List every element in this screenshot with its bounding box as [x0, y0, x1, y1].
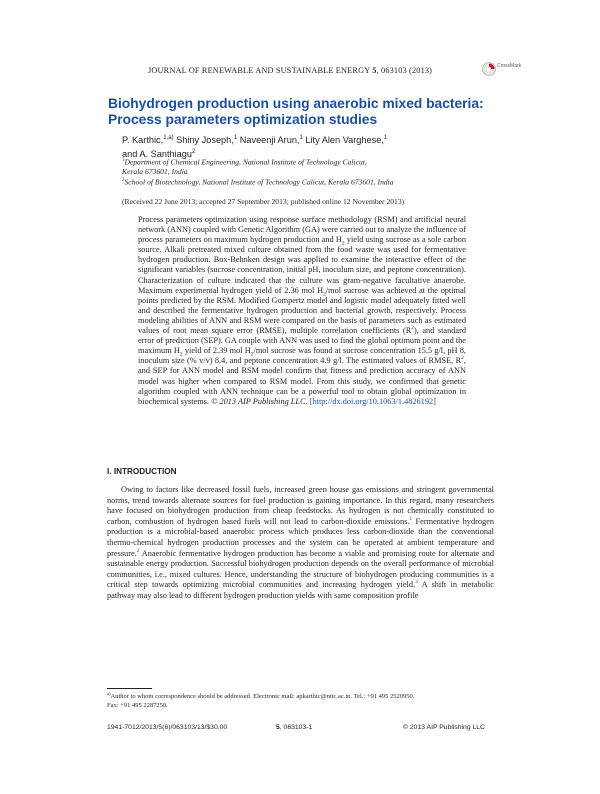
author-mark: 2	[192, 149, 196, 156]
author-mark: 1,a)	[163, 135, 174, 141]
paragraph: Owing to factors like decreased fossil fuels, increased green house gas emissions and stringent governmental norms, trend towards alternate sources for fuel production is gaining importance. In this regard, many researchers have focused on biohydrogen production from cheap feedstocks. As hydrogen is not chemically constituted to carbon, combustion of hydrogen based fuels will not lead to carbon-dioxide emissions.$^1$ Fermentative hydrogen production is a microbial-based anaerobic process which produces less carbon-dioxide than the conventional thermo-chemical hydrogen production processes and the system can be operated at ambient temperature and pressure.$^2$ Anaerobic fermentative hydrogen production has become a viable and promising route for alternate and sustainable energy production. Successful biohydrogen production depends on the overall performance of microbial communities, i.e., mixed cultures. Hence, understanding the structure of biohydrogen producing communities is a critical step towards optimizing microbial communities and increasing hydrogen yield.$^3$ A shift in metabolic pathway may also lead to different hydrogen production yields with same composition profile	[107, 485, 494, 600]
affiliation-2: $^2$School of Biotechnology, National Institute of Technology Calicut, Kerala 673601, India	[122, 177, 394, 187]
introduction-body	[107, 485, 494, 602]
abstract: Process parameters optimization using response surface methodology (RSM) and artificial neural network (ANN) coupled with Genetic Algorithm (GA) were carried out to analyze the influence of process parameters on maximum hydrogen production and $H_2$ yield using sucrose as a sole carbon source. Alkali pretreated mixed culture obtained from the food waste was used for fermentative hydrogen production. Box-Behnken design was applied to examine the interactive effect of the significant variables (sucrose concentration, initial pH, inoculum size, and peptone concentration). Characterization of culture indicated that the culture was gram-negative facultative anaerobe. Maximum experimental hydrogen yield of 2.36 mol $H_2$/mol sucrose was achieved at the optimal points predicted by the RSM. Modified Gompertz model and logistic model adequately fitted well and described the fermentative hydrogen production and bacterial growth, respectively. Process modeling abilities of ANN and RSM were compared on the basis of parameters such as estimated values of root mean square error (RMSE), multiple correlation coefficients $(R^2)$, and standard error of prediction (SEP). GA couple with ANN was used to find the global optimum point and the maximum $H_2$ yield of 2.39 mol $H_2$/mol sucrose was found at sucrose concentration 15.5 g/l, pH 8, inoculum size (% v/v) 8.4, and peptone concentration 4.9 g/l. The estimated values of RMSE, $R^2$, and SEP for ANN model and RSM model confirm that fitness and prediction accuracy of ANN model was higher when compared to RSM model. From this study, we confirmed that genetic algorithm coupled with ANN technique can be a powerful tool to obtain global optimization in biochemical systems. © 2013 AIP Publishing LLC. [http://dx.doi.org/10.1063/1.4826192]	[138, 215, 466, 406]
affiliation-1-cont: Kerala 673601, India	[122, 166, 188, 176]
citation-link[interactable]: 3	[415, 579, 418, 586]
section-heading-introduction: I. INTRODUCTION	[107, 467, 177, 476]
journal-header	[148, 66, 432, 75]
logo-label: CrossMark	[497, 63, 522, 69]
footnote: $^{a)}$Author to whom correspondence should be addressed. Electronic mail: apkarthic@nitc.ac.in. Tel.: +91 495 2520950. Fax: +91 495 2287250.	[107, 691, 415, 709]
received-dates: (Received 22 June 2013; accepted 27 September 2013; published online 12 November 2013)	[122, 197, 405, 206]
journal-name: JOURNAL OF RENEWABLE AND SUSTAINABLE ENERGY	[148, 66, 371, 75]
footnote-divider	[107, 688, 152, 689]
journal-citation: , 063103 (2013)	[376, 66, 433, 75]
author-mark: 1	[299, 135, 303, 141]
author-name: P. Karthic,	[122, 135, 164, 146]
citation-link[interactable]: 2	[136, 547, 140, 554]
author-name: Shiny Joseph,	[176, 135, 234, 146]
journal-volume: 5	[372, 66, 377, 75]
title-line-2: Process parameters optimization studies	[108, 112, 378, 127]
crossmark-icon	[482, 62, 496, 76]
author-mark: 1	[233, 135, 238, 141]
citation-link[interactable]: 1	[409, 516, 413, 523]
footnote-mark: a)	[107, 691, 111, 696]
aip-publishing-logo-icon	[482, 62, 524, 82]
author-name: Lity Alen Varghese,	[305, 135, 384, 146]
abstract-copyright: © 2013 AIP Publishing LLC.	[211, 396, 308, 406]
footer-copyright: © 2013 AIP Publishing LLC	[403, 724, 485, 731]
article-title	[108, 96, 508, 128]
affiliations	[122, 156, 522, 187]
footer-page-id: 5, 063103-1	[276, 724, 313, 731]
footer-issn: 1941-7012/2013/5(6)/063103/13/$30.00	[107, 724, 228, 731]
author-name: Naveenji Arun,	[239, 135, 300, 146]
title-line-1: Biohydrogen production using anaerobic mixed bacteria:	[108, 96, 484, 111]
author-name: and A. Santhiagu	[122, 149, 192, 160]
affiliation-1: $^1$Department of Chemical Engineering, National Institute of Technology Calicut,	[122, 157, 367, 167]
doi-link[interactable]: [http://dx.doi.org/10.1063/1.4826192]	[309, 396, 436, 406]
author-mark: 1	[383, 135, 388, 141]
